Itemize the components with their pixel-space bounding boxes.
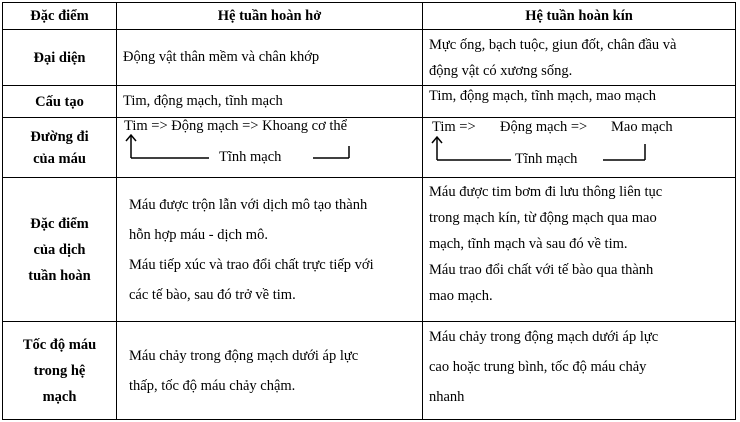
open-fluid-line1: Máu được trộn lẫn với dịch mô tạo thành (129, 196, 368, 213)
open-blood-path-diagram (117, 118, 423, 178)
row-blood-speed (3, 322, 736, 420)
closed-flow-heart: Tim => (432, 119, 476, 135)
row-label-circulatory-fluid (3, 178, 117, 322)
closed-structure: Tim, động mạch, tĩnh mạch, mao mạch (423, 86, 736, 118)
blood-path-label-line1: Đường đi (30, 128, 89, 145)
closed-speed-line3: nhanh (429, 389, 465, 405)
open-fluid-line4: các tế bào, sau đó trở về tim. (129, 286, 296, 303)
header-row (3, 3, 736, 30)
open-speed-line2: thấp, tốc độ máu chảy chậm. (129, 377, 296, 394)
row-circulatory-fluid (3, 178, 736, 322)
open-fluid-line2: hỗn hợp máu - dịch mô. (129, 226, 268, 243)
closed-speed-line1: Máu chảy trong động mạch dưới áp lực (429, 329, 659, 345)
open-structure: Tim, động mạch, tĩnh mạch (117, 86, 423, 118)
closed-return-label: Tĩnh mạch (515, 151, 578, 167)
closed-fluid-line3: mạch, tĩnh mạch và sau đó về tim. (429, 236, 628, 252)
fluid-label-line3: tuần hoàn (28, 267, 91, 284)
closed-fluid-line2: trong mạch kín, từ động mạch qua mao (429, 210, 657, 226)
closed-speed-line2: cao hoặc trung bình, tốc độ máu chảy (429, 359, 647, 375)
row-label-structure: Cấu tạo (3, 86, 117, 118)
closed-flow-capillary: Mao mạch (611, 119, 673, 135)
blood-path-label-line2: của máu (33, 150, 86, 167)
open-circulatory-fluid (117, 178, 423, 322)
comparison-table (2, 2, 736, 420)
speed-label-line1: Tốc độ máu (22, 336, 97, 353)
closed-blood-path-diagram (423, 118, 736, 178)
open-fluid-line3: Máu tiếp xúc và trao đổi chất trực tiếp với (129, 256, 374, 273)
header-open-system: Hệ tuần hoàn hở (117, 3, 423, 30)
open-return-label: Tĩnh mạch (219, 149, 282, 165)
speed-label-line3: mạch (42, 388, 77, 405)
row-label-representatives: Đại diện (3, 30, 117, 86)
fluid-label-line2: của dịch (33, 241, 86, 258)
open-representatives: Động vật thân mềm và chân khớp (117, 30, 423, 86)
header-closed-system: Hệ tuần hoàn kín (423, 3, 736, 30)
closed-fluid-line1: Máu được tim bơm đi lưu thông liên tục (429, 184, 663, 200)
closed-blood-speed (423, 322, 736, 420)
row-representatives (3, 30, 736, 86)
closed-fluid-line4: Máu trao đổi chất với tế bào qua thành (429, 262, 654, 278)
closed-fluid-line5: mao mạch. (429, 288, 493, 304)
row-blood-path (3, 118, 736, 178)
closed-representatives (423, 30, 736, 86)
open-speed-line1: Máu chảy trong động mạch dưới áp lực (129, 347, 359, 364)
header-feature: Đặc điểm (3, 3, 117, 30)
row-label-blood-path (3, 118, 117, 178)
fluid-label-line1: Đặc điểm (30, 215, 89, 232)
closed-flow-artery: Động mạch => (500, 119, 588, 135)
closed-representatives-line2: động vật có xương sống. (429, 63, 573, 79)
row-label-blood-speed (3, 322, 117, 420)
closed-representatives-line1: Mực ống, bạch tuộc, giun đốt, chân đầu và (429, 37, 677, 53)
closed-circulatory-fluid (423, 178, 736, 322)
open-flow-text: Tim => Động mạch => Khoang cơ thể (124, 118, 348, 134)
row-structure (3, 86, 736, 118)
speed-label-line2: trong hệ (33, 362, 86, 379)
open-blood-speed (117, 322, 423, 420)
